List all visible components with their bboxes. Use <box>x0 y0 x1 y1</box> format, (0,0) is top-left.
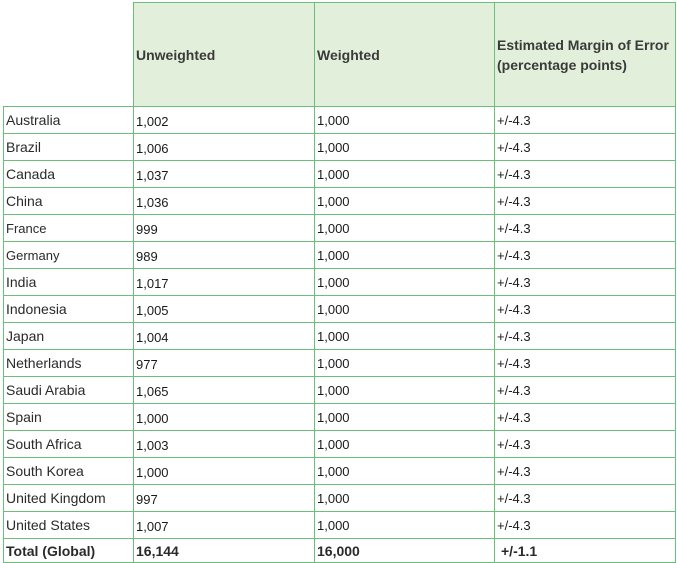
weighted-cell: 1,000 <box>315 485 495 512</box>
country-cell: United Kingdom <box>4 485 134 512</box>
header-country <box>4 3 134 107</box>
weighted-cell: 1,000 <box>315 269 495 296</box>
unweighted-cell: 977 <box>134 350 315 377</box>
unweighted-cell: 1,000 <box>134 458 315 485</box>
total-label: Total (Global) <box>4 539 134 563</box>
margin-cell: +/-4.3 <box>495 512 676 539</box>
table-row <box>4 350 676 377</box>
unweighted-cell: 1,005 <box>134 296 315 323</box>
margin-cell: +/-4.3 <box>495 377 676 404</box>
header-weighted: Weighted <box>315 3 495 107</box>
weighted-cell: 1,000 <box>315 431 495 458</box>
table-row <box>4 458 676 485</box>
margin-cell: +/-4.3 <box>495 242 676 269</box>
country-cell: Japan <box>4 323 134 350</box>
unweighted-cell: 1,065 <box>134 377 315 404</box>
unweighted-cell: 1,004 <box>134 323 315 350</box>
weighted-cell: 1,000 <box>315 215 495 242</box>
table-row <box>4 431 676 458</box>
margin-cell: +/-4.3 <box>495 188 676 215</box>
table-header-row <box>4 3 676 107</box>
unweighted-cell: 1,017 <box>134 269 315 296</box>
margin-cell: +/-4.3 <box>495 485 676 512</box>
total-weighted: 16,000 <box>315 539 495 563</box>
header-margin-of-error: Estimated Margin of Error (percentage points) <box>495 3 676 107</box>
margin-cell: +/-4.3 <box>495 161 676 188</box>
table-row <box>4 512 676 539</box>
table-row <box>4 134 676 161</box>
country-cell: Indonesia <box>4 296 134 323</box>
weighted-cell: 1,000 <box>315 242 495 269</box>
margin-cell: +/-4.3 <box>495 296 676 323</box>
weighted-cell: 1,000 <box>315 107 495 134</box>
margin-cell: +/-4.3 <box>495 458 676 485</box>
weighted-cell: 1,000 <box>315 512 495 539</box>
unweighted-cell: 997 <box>134 485 315 512</box>
country-cell: South Korea <box>4 458 134 485</box>
table-total-row <box>4 539 676 563</box>
unweighted-cell: 989 <box>134 242 315 269</box>
margin-cell: +/-4.3 <box>495 134 676 161</box>
table-row <box>4 188 676 215</box>
table-row <box>4 161 676 188</box>
country-cell: Spain <box>4 404 134 431</box>
weighted-cell: 1,000 <box>315 377 495 404</box>
weighted-cell: 1,000 <box>315 323 495 350</box>
table-row <box>4 107 676 134</box>
weighted-cell: 1,000 <box>315 296 495 323</box>
total-margin-of-error: +/-1.1 <box>495 539 676 563</box>
country-cell: China <box>4 188 134 215</box>
unweighted-cell: 1,007 <box>134 512 315 539</box>
table-row <box>4 323 676 350</box>
margin-cell: +/-4.3 <box>495 404 676 431</box>
unweighted-cell: 1,006 <box>134 134 315 161</box>
table-row <box>4 404 676 431</box>
country-cell: Brazil <box>4 134 134 161</box>
margin-cell: +/-4.3 <box>495 107 676 134</box>
weighted-cell: 1,000 <box>315 188 495 215</box>
table-row <box>4 242 676 269</box>
unweighted-cell: 1,000 <box>134 404 315 431</box>
unweighted-cell: 1,037 <box>134 161 315 188</box>
margin-cell: +/-4.3 <box>495 350 676 377</box>
table-row <box>4 215 676 242</box>
margin-cell: +/-4.3 <box>495 431 676 458</box>
weighted-cell: 1,000 <box>315 458 495 485</box>
country-cell: Netherlands <box>4 350 134 377</box>
country-cell: Saudi Arabia <box>4 377 134 404</box>
margin-cell: +/-4.3 <box>495 269 676 296</box>
country-cell: France <box>4 215 134 242</box>
margin-cell: +/-4.3 <box>495 215 676 242</box>
country-cell: India <box>4 269 134 296</box>
table-row <box>4 485 676 512</box>
weighted-cell: 1,000 <box>315 404 495 431</box>
country-cell: Germany <box>4 242 134 269</box>
weighted-cell: 1,000 <box>315 134 495 161</box>
country-cell: Canada <box>4 161 134 188</box>
weighted-cell: 1,000 <box>315 350 495 377</box>
country-cell: South Africa <box>4 431 134 458</box>
total-unweighted: 16,144 <box>134 539 315 563</box>
table-row <box>4 269 676 296</box>
country-cell: United States <box>4 512 134 539</box>
header-unweighted: Unweighted <box>134 3 315 107</box>
margin-cell: +/-4.3 <box>495 323 676 350</box>
unweighted-cell: 999 <box>134 215 315 242</box>
weighted-cell: 1,000 <box>315 161 495 188</box>
country-cell: Australia <box>4 107 134 134</box>
unweighted-cell: 1,036 <box>134 188 315 215</box>
table-row <box>4 296 676 323</box>
table-row <box>4 377 676 404</box>
sample-size-table <box>3 2 676 563</box>
unweighted-cell: 1,003 <box>134 431 315 458</box>
unweighted-cell: 1,002 <box>134 107 315 134</box>
